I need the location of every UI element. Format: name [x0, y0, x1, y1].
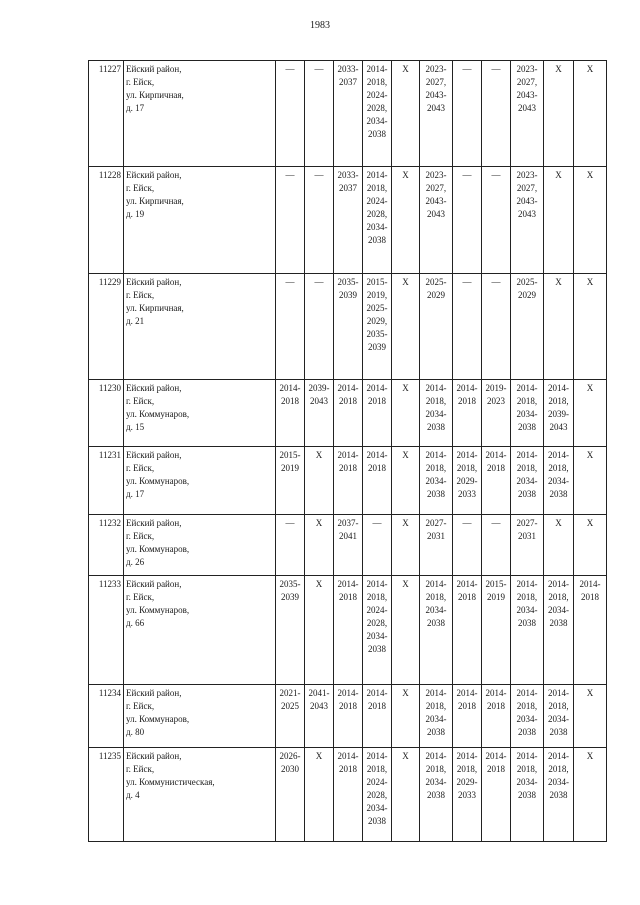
period-cell: —	[276, 167, 305, 274]
period-cell: 2014- 2018, 2034- 2038	[544, 748, 574, 842]
period-cell: X	[574, 447, 607, 515]
period-cell: X	[305, 515, 334, 576]
address-line: ул. Коммунаров,	[126, 544, 190, 554]
period-cell: 2014- 2018	[334, 380, 363, 447]
address-line: Ейский район,	[126, 64, 182, 74]
period-cell: 2014- 2018	[482, 748, 511, 842]
period-cell: 2014- 2018	[363, 685, 392, 748]
address-line: Ейский район,	[126, 751, 182, 761]
table-row	[89, 515, 607, 576]
period-cell: 2027- 2031	[420, 515, 453, 576]
address-line: Ейский район,	[126, 277, 182, 287]
period-cell: —	[305, 61, 334, 167]
period-cell: X	[574, 748, 607, 842]
registry-table	[88, 60, 607, 842]
period-cell: 2014- 2018, 2034- 2038	[420, 685, 453, 748]
period-cell: X	[392, 576, 420, 685]
period-cell: 2014- 2018, 2024- 2028, 2034- 2038	[363, 748, 392, 842]
period-cell: —	[276, 61, 305, 167]
period-cell: X	[305, 748, 334, 842]
table-row	[89, 576, 607, 685]
address-line: Ейский район,	[126, 383, 182, 393]
period-cell: 2014- 2018	[453, 685, 482, 748]
period-cell: —	[453, 515, 482, 576]
address-line: д. 17	[126, 103, 145, 113]
period-cell: 2014- 2018	[334, 748, 363, 842]
row-number-cell: 11230	[89, 380, 124, 447]
period-cell: 2015- 2019, 2025- 2029, 2035- 2039	[363, 274, 392, 380]
period-cell: 2033- 2037	[334, 61, 363, 167]
period-cell: 2035- 2039	[334, 274, 363, 380]
period-cell: —	[453, 61, 482, 167]
period-cell: —	[276, 515, 305, 576]
period-cell: 2035- 2039	[276, 576, 305, 685]
period-cell: 2015- 2019	[276, 447, 305, 515]
page-number: 1983	[310, 20, 330, 31]
address-line: д. 80	[126, 727, 145, 737]
period-cell: 2014- 2018, 2029- 2033	[453, 748, 482, 842]
period-cell: X	[574, 515, 607, 576]
row-number-cell: 11235	[89, 748, 124, 842]
row-number-cell: 11229	[89, 274, 124, 380]
address-line: г. Ейск,	[126, 764, 155, 774]
period-cell: 2014- 2018, 2034- 2038	[544, 447, 574, 515]
period-cell: 2023- 2027, 2043- 2043	[511, 167, 544, 274]
address-line: д. 19	[126, 209, 145, 219]
row-number-cell: 11227	[89, 61, 124, 167]
address-line: г. Ейск,	[126, 183, 155, 193]
period-cell: 2014- 2018	[482, 685, 511, 748]
period-cell: 2014- 2018, 2034- 2038	[544, 576, 574, 685]
period-cell: X	[574, 380, 607, 447]
period-cell: 2025- 2029	[420, 274, 453, 380]
period-cell: X	[305, 576, 334, 685]
period-cell: 2014- 2018, 2034- 2038	[511, 685, 544, 748]
period-cell: —	[305, 167, 334, 274]
period-cell: 2014- 2018	[334, 576, 363, 685]
period-cell: 2014- 2018	[363, 447, 392, 515]
period-cell: —	[276, 274, 305, 380]
period-cell: X	[574, 274, 607, 380]
address-line: д. 26	[126, 557, 145, 567]
period-cell: 2014- 2018	[363, 380, 392, 447]
period-cell: X	[574, 167, 607, 274]
period-cell: 2014- 2018	[453, 380, 482, 447]
address-line: г. Ейск,	[126, 592, 155, 602]
period-cell: X	[544, 515, 574, 576]
address-line: г. Ейск,	[126, 77, 155, 87]
address-line: ул. Кирпичная,	[126, 196, 184, 206]
period-cell: —	[363, 515, 392, 576]
period-cell: —	[482, 61, 511, 167]
address-line: ул. Коммунаров,	[126, 476, 190, 486]
period-cell: 2014- 2018	[334, 447, 363, 515]
row-number-cell: 11234	[89, 685, 124, 748]
address-line: Ейский район,	[126, 579, 182, 589]
period-cell: X	[392, 515, 420, 576]
address-cell	[124, 576, 276, 685]
address-cell	[124, 167, 276, 274]
address-line: д. 4	[126, 790, 140, 800]
period-cell: 2023- 2027, 2043- 2043	[511, 61, 544, 167]
address-line: Ейский район,	[126, 518, 182, 528]
address-line: д. 15	[126, 422, 145, 432]
address-line: г. Ейск,	[126, 701, 155, 711]
address-line: д. 21	[126, 316, 145, 326]
period-cell: —	[453, 274, 482, 380]
table-row	[89, 274, 607, 380]
table-row	[89, 380, 607, 447]
row-number-cell: 11232	[89, 515, 124, 576]
address-line: Ейский район,	[126, 170, 182, 180]
address-cell	[124, 685, 276, 748]
period-cell: —	[305, 274, 334, 380]
table-row	[89, 685, 607, 748]
period-cell: 2014- 2018, 2034- 2038	[511, 447, 544, 515]
address-cell	[124, 447, 276, 515]
period-cell: —	[482, 167, 511, 274]
period-cell: X	[392, 61, 420, 167]
period-cell: X	[574, 685, 607, 748]
address-cell	[124, 515, 276, 576]
period-cell: 2014- 2018	[482, 447, 511, 515]
address-line: г. Ейск,	[126, 396, 155, 406]
period-cell: 2015- 2019	[482, 576, 511, 685]
period-cell: X	[305, 447, 334, 515]
period-cell: 2025- 2029	[511, 274, 544, 380]
period-cell: 2014- 2018, 2034- 2038	[511, 380, 544, 447]
period-cell: X	[574, 61, 607, 167]
period-cell: 2014- 2018, 2024- 2028, 2034- 2038	[363, 61, 392, 167]
address-cell	[124, 274, 276, 380]
period-cell: 2014- 2018, 2029- 2033	[453, 447, 482, 515]
period-cell: X	[392, 685, 420, 748]
table-row	[89, 61, 607, 167]
period-cell: 2014- 2018, 2034- 2038	[544, 685, 574, 748]
period-cell: X	[392, 447, 420, 515]
address-line: ул. Коммунаров,	[126, 605, 190, 615]
period-cell: 2019- 2023	[482, 380, 511, 447]
address-cell	[124, 61, 276, 167]
period-cell: 2014- 2018, 2024- 2028, 2034- 2038	[363, 576, 392, 685]
period-cell: —	[453, 167, 482, 274]
period-cell: 2023- 2027, 2043- 2043	[420, 167, 453, 274]
period-cell: 2014- 2018	[453, 576, 482, 685]
period-cell: 2033- 2037	[334, 167, 363, 274]
row-number-cell: 11231	[89, 447, 124, 515]
period-cell: X	[544, 61, 574, 167]
period-cell: 2014- 2018, 2039- 2043	[544, 380, 574, 447]
period-cell: X	[392, 380, 420, 447]
period-cell: 2014- 2018	[574, 576, 607, 685]
address-line: д. 17	[126, 489, 145, 499]
address-line: д. 66	[126, 618, 145, 628]
address-cell	[124, 748, 276, 842]
address-line: г. Ейск,	[126, 290, 155, 300]
period-cell: 2014- 2018, 2034- 2038	[420, 748, 453, 842]
period-cell: 2023- 2027, 2043- 2043	[420, 61, 453, 167]
period-cell: 2014- 2018, 2024- 2028, 2034- 2038	[363, 167, 392, 274]
address-line: г. Ейск,	[126, 463, 155, 473]
period-cell: 2014- 2018, 2034- 2038	[511, 748, 544, 842]
table-row	[89, 748, 607, 842]
table-row	[89, 167, 607, 274]
row-number-cell: 11228	[89, 167, 124, 274]
address-line: ул. Коммунаров,	[126, 409, 190, 419]
period-cell: 2041- 2043	[305, 685, 334, 748]
address-cell	[124, 380, 276, 447]
period-cell: 2014- 2018, 2034- 2038	[511, 576, 544, 685]
period-cell: X	[544, 274, 574, 380]
address-line: ул. Коммунистическая,	[126, 777, 215, 787]
period-cell: 2014- 2018	[334, 685, 363, 748]
period-cell: 2037- 2041	[334, 515, 363, 576]
table-row	[89, 447, 607, 515]
period-cell: 2027- 2031	[511, 515, 544, 576]
period-cell: 2014- 2018, 2034- 2038	[420, 576, 453, 685]
period-cell: X	[392, 748, 420, 842]
address-line: ул. Кирпичная,	[126, 303, 184, 313]
period-cell: 2026- 2030	[276, 748, 305, 842]
address-line: ул. Коммунаров,	[126, 714, 190, 724]
period-cell: —	[482, 515, 511, 576]
period-cell: 2014- 2018	[276, 380, 305, 447]
period-cell: 2014- 2018, 2034- 2038	[420, 380, 453, 447]
period-cell: X	[392, 274, 420, 380]
period-cell: 2039- 2043	[305, 380, 334, 447]
period-cell: X	[392, 167, 420, 274]
period-cell: X	[544, 167, 574, 274]
address-line: ул. Кирпичная,	[126, 90, 184, 100]
period-cell: 2021- 2025	[276, 685, 305, 748]
address-line: Ейский район,	[126, 450, 182, 460]
period-cell: —	[482, 274, 511, 380]
period-cell: 2014- 2018, 2034- 2038	[420, 447, 453, 515]
row-number-cell: 11233	[89, 576, 124, 685]
address-line: Ейский район,	[126, 688, 182, 698]
address-line: г. Ейск,	[126, 531, 155, 541]
